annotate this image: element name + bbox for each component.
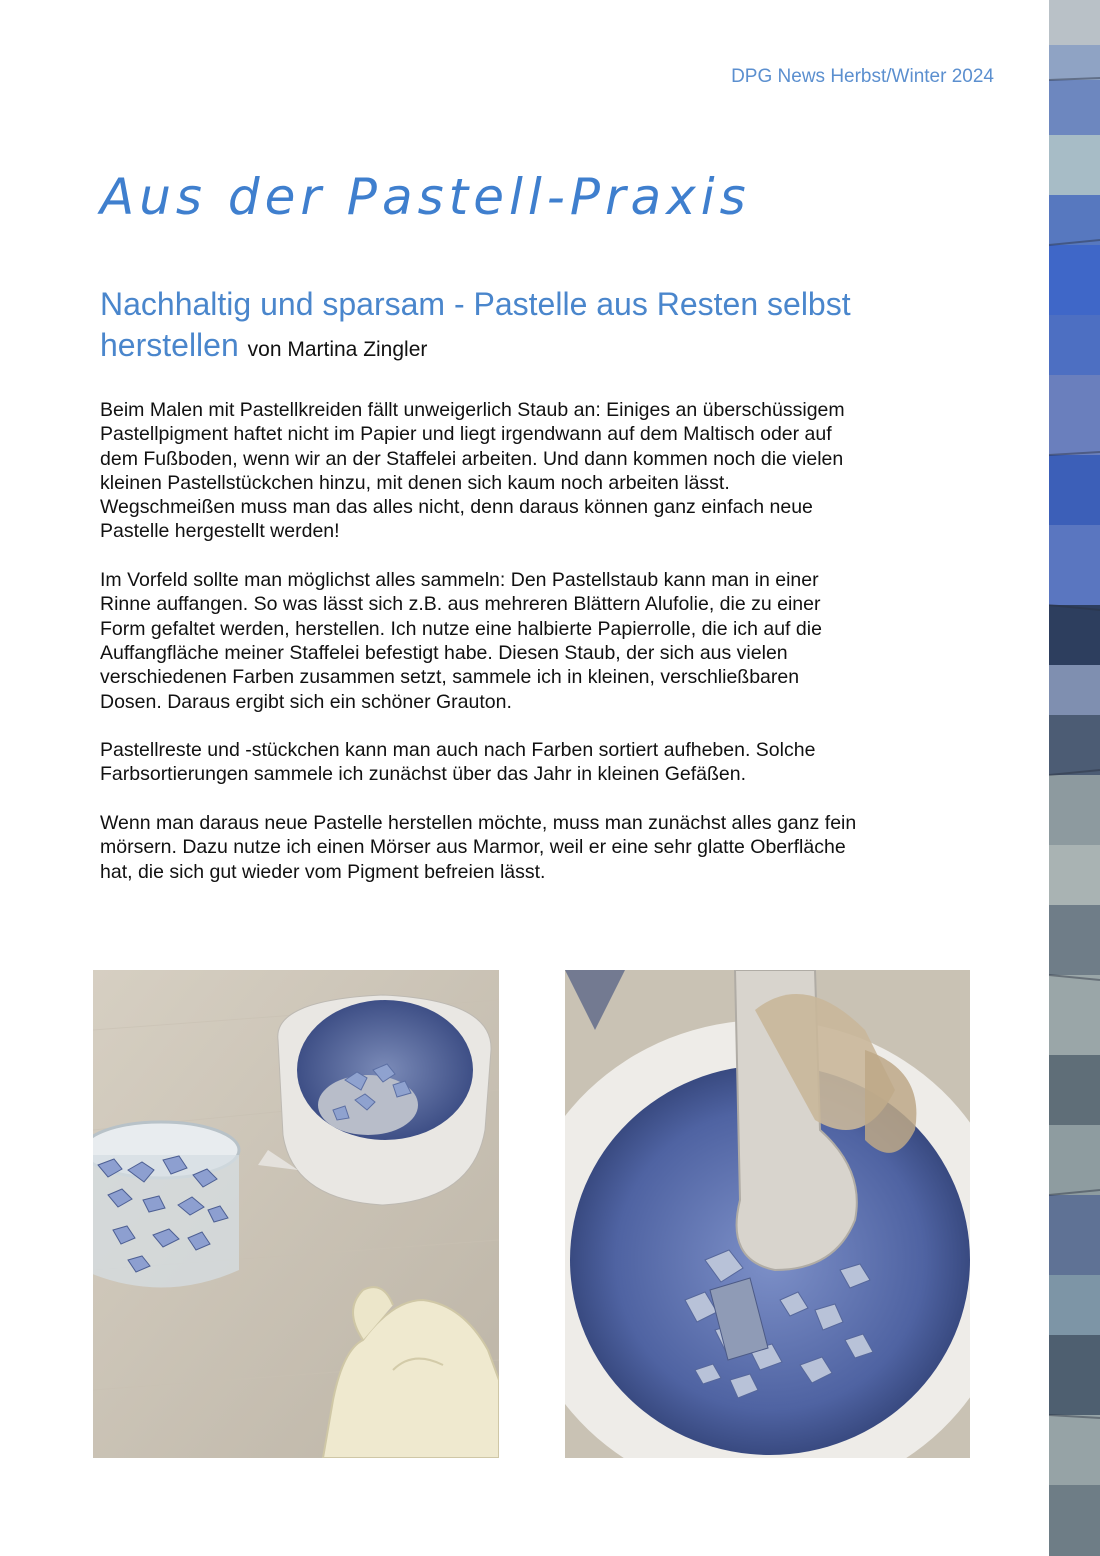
section-title: Aus der Pastell-Praxis xyxy=(100,168,751,226)
paragraph: Pastellreste und -stückchen kann man auch nach Farben sortiert aufheben. Solche Farbsortierungen sammele ich zunächst über das Jahr in kleinen Gefäßen. xyxy=(100,739,816,786)
paragraph: Im Vorfeld sollte man möglichst alles sammeln: Den Pastellstaub kann man in einer Rinne auffangen. So was lässt sich z.B. aus mehreren Blättern Alufolie, die zu einer Form gefaltet werden, herstellen. Ich nutze eine halbierte Papierrolle, die ich auf die Auffangfläche meiner Staffelei befestigt habe. Diesen Staub, der sich aus vielen verschiedenen Farben zusammen setzt, sammele ich in kleinen, verschließbaren Dosen. Daraus ergibt sich ein schöner Grauton. xyxy=(100,569,822,713)
article-title xyxy=(100,284,960,370)
pastel-sticks-border-image xyxy=(1049,0,1100,1556)
photo-jar-and-mortar xyxy=(93,970,499,1458)
newsletter-header: DPG News Herbst/Winter 2024 xyxy=(731,66,994,87)
paragraph: Wenn man daraus neue Pastelle herstellen möchte, muss man zunächst alles ganz fein mörsern. Dazu nutze ich einen Mörser aus Marmor, weil er eine sehr glatte Oberfläche hat, die sich gut wieder vom Pigment befreien lässt. xyxy=(100,812,857,883)
author-byline: von Martina Zingler xyxy=(247,338,428,361)
article-body xyxy=(100,398,980,908)
photo-mortar-closeup xyxy=(565,970,970,1458)
article-title-text: Nachhaltig und sparsam - Pastelle aus Resten selbst herstellen xyxy=(100,286,851,363)
paragraph: Beim Malen mit Pastellkreiden fällt unweigerlich Staub an: Einiges an überschüssigem Pastellpigment haftet nicht im Papier und liegt irgendwann auf dem Maltisch oder auf dem Fußboden, wenn wir an der Staffelei arbeiten. Und dann kommen noch die vielen kleinen Pastellstückchen hinzu, mit denen sich kaum noch arbeiten lässt. Wegschmeißen muss man das alles nicht, denn daraus können ganz einfach neue Pastelle hergestellt werden! xyxy=(100,399,845,543)
